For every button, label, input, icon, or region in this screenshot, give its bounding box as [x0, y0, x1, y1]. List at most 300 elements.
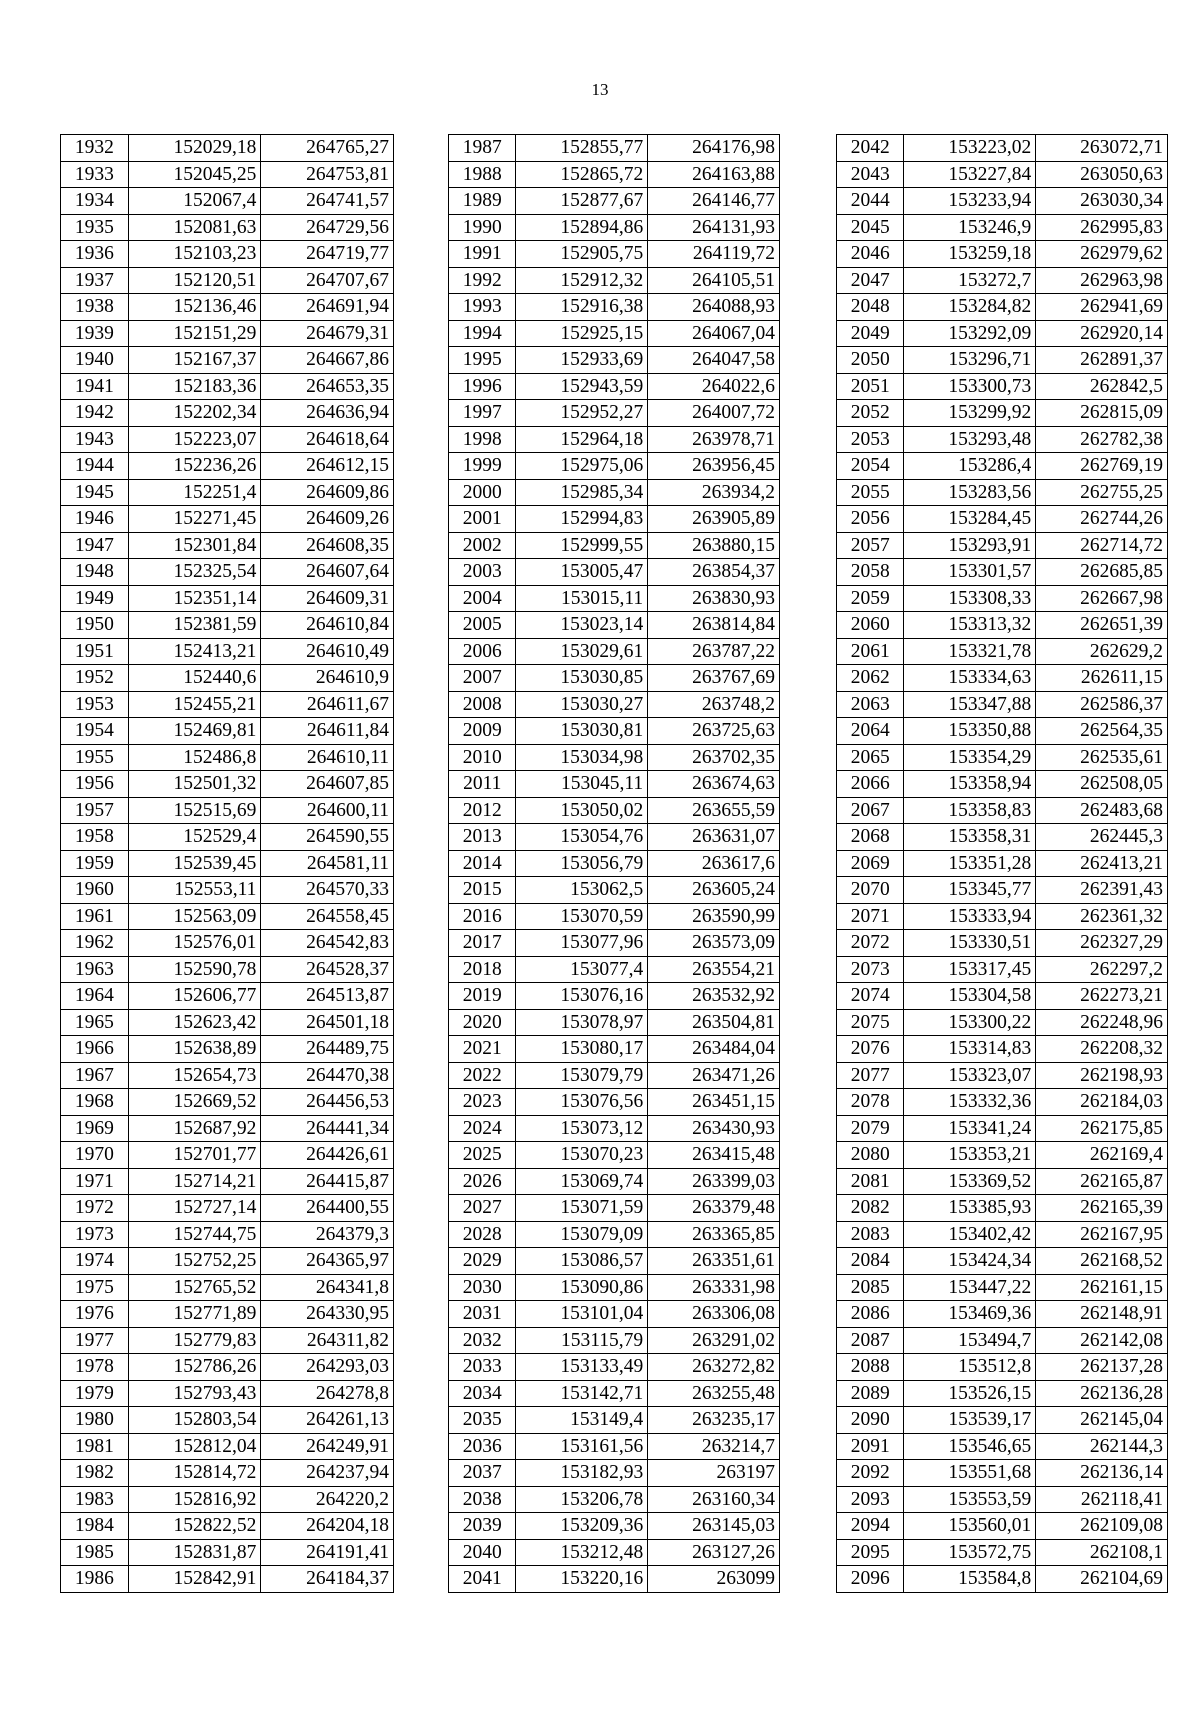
y-coordinate-cell: 264330,95	[261, 1301, 394, 1328]
table-row	[449, 1089, 780, 1116]
table-row	[837, 1486, 1168, 1513]
y-coordinate-cell: 264719,77	[261, 241, 394, 268]
x-coordinate-cell: 152563,09	[128, 903, 261, 930]
table-row	[61, 400, 394, 427]
table-row	[837, 347, 1168, 374]
y-coordinate-cell: 264542,83	[261, 930, 394, 957]
y-coordinate-cell: 263605,24	[648, 877, 780, 904]
point-number-cell: 2000	[449, 479, 516, 506]
x-coordinate-cell: 152623,42	[128, 1009, 261, 1036]
y-coordinate-cell: 264610,84	[261, 612, 394, 639]
table-row	[61, 718, 394, 745]
x-coordinate-cell: 153321,78	[904, 638, 1036, 665]
table-row	[449, 214, 780, 241]
point-number-cell: 2020	[449, 1009, 516, 1036]
y-coordinate-cell: 264293,03	[261, 1354, 394, 1381]
x-coordinate-cell: 153005,47	[516, 559, 648, 586]
table-row	[449, 1248, 780, 1275]
x-coordinate-cell: 153070,59	[516, 903, 648, 930]
y-coordinate-cell: 264653,35	[261, 373, 394, 400]
table-row	[449, 1301, 780, 1328]
x-coordinate-cell: 153385,93	[904, 1195, 1036, 1222]
y-coordinate-cell: 264365,97	[261, 1248, 394, 1275]
point-number-cell: 2064	[837, 718, 904, 745]
point-number-cell: 2062	[837, 665, 904, 692]
x-coordinate-cell: 152822,52	[128, 1513, 261, 1540]
y-coordinate-cell: 262842,5	[1036, 373, 1168, 400]
table-row	[449, 135, 780, 162]
point-number-cell: 2065	[837, 744, 904, 771]
x-coordinate-cell: 153149,4	[516, 1407, 648, 1434]
x-coordinate-cell: 152964,18	[516, 426, 648, 453]
y-coordinate-cell: 264741,57	[261, 188, 394, 215]
table-row	[837, 1407, 1168, 1434]
y-coordinate-cell: 263399,03	[648, 1168, 780, 1195]
y-coordinate-cell: 264237,94	[261, 1460, 394, 1487]
x-coordinate-cell: 153034,98	[516, 744, 648, 771]
table-row	[449, 1460, 780, 1487]
x-coordinate-cell: 152440,6	[128, 665, 261, 692]
y-coordinate-cell: 262769,19	[1036, 453, 1168, 480]
x-coordinate-cell: 153223,02	[904, 135, 1036, 162]
x-coordinate-cell: 152486,8	[128, 744, 261, 771]
table-row	[61, 1168, 394, 1195]
x-coordinate-cell: 152638,89	[128, 1036, 261, 1063]
table-row	[449, 559, 780, 586]
y-coordinate-cell: 264105,51	[648, 267, 780, 294]
y-coordinate-cell: 263306,08	[648, 1301, 780, 1328]
x-coordinate-cell: 152994,83	[516, 506, 648, 533]
x-coordinate-cell: 153512,8	[904, 1354, 1036, 1381]
x-coordinate-cell: 153304,58	[904, 983, 1036, 1010]
point-number-cell: 1990	[449, 214, 516, 241]
x-coordinate-cell: 153551,68	[904, 1460, 1036, 1487]
point-number-cell: 2086	[837, 1301, 904, 1328]
y-coordinate-cell: 264558,45	[261, 903, 394, 930]
y-coordinate-cell: 262564,35	[1036, 718, 1168, 745]
table-row	[61, 294, 394, 321]
table-row	[61, 1036, 394, 1063]
point-number-cell: 1951	[61, 638, 129, 665]
table-row	[61, 1566, 394, 1593]
y-coordinate-cell: 262891,37	[1036, 347, 1168, 374]
point-number-cell: 1955	[61, 744, 129, 771]
table-row	[449, 1433, 780, 1460]
x-coordinate-cell: 152325,54	[128, 559, 261, 586]
x-coordinate-cell: 152744,75	[128, 1221, 261, 1248]
y-coordinate-cell: 264610,49	[261, 638, 394, 665]
y-coordinate-cell: 264489,75	[261, 1036, 394, 1063]
y-coordinate-cell: 264636,94	[261, 400, 394, 427]
point-number-cell: 2043	[837, 161, 904, 188]
x-coordinate-cell: 152999,55	[516, 532, 648, 559]
y-coordinate-cell: 263905,89	[648, 506, 780, 533]
table-row	[837, 241, 1168, 268]
point-number-cell: 2090	[837, 1407, 904, 1434]
y-coordinate-cell: 262685,85	[1036, 559, 1168, 586]
point-number-cell: 2073	[837, 956, 904, 983]
table-row	[837, 1036, 1168, 1063]
point-number-cell: 1991	[449, 241, 516, 268]
table-row	[449, 453, 780, 480]
y-coordinate-cell: 264047,58	[648, 347, 780, 374]
x-coordinate-cell: 153023,14	[516, 612, 648, 639]
table-row	[61, 744, 394, 771]
point-number-cell: 2005	[449, 612, 516, 639]
y-coordinate-cell: 262782,38	[1036, 426, 1168, 453]
table-row	[61, 1513, 394, 1540]
y-coordinate-cell: 264600,11	[261, 797, 394, 824]
y-coordinate-cell: 263814,84	[648, 612, 780, 639]
y-coordinate-cell: 262161,15	[1036, 1274, 1168, 1301]
y-coordinate-cell: 264176,98	[648, 135, 780, 162]
point-number-cell: 2057	[837, 532, 904, 559]
y-coordinate-cell: 262297,2	[1036, 956, 1168, 983]
point-number-cell: 1935	[61, 214, 129, 241]
table-row	[61, 267, 394, 294]
y-coordinate-cell: 262109,08	[1036, 1513, 1168, 1540]
table-row	[837, 532, 1168, 559]
table-row	[61, 1221, 394, 1248]
table-row	[61, 373, 394, 400]
point-number-cell: 1959	[61, 850, 129, 877]
table-row	[61, 1009, 394, 1036]
x-coordinate-cell: 153299,92	[904, 400, 1036, 427]
y-coordinate-cell: 263554,21	[648, 956, 780, 983]
x-coordinate-cell: 152831,87	[128, 1539, 261, 1566]
point-number-cell: 2012	[449, 797, 516, 824]
x-coordinate-cell: 153071,59	[516, 1195, 648, 1222]
point-number-cell: 2092	[837, 1460, 904, 1487]
y-coordinate-cell: 262815,09	[1036, 400, 1168, 427]
y-coordinate-cell: 263655,59	[648, 797, 780, 824]
x-coordinate-cell: 153054,76	[516, 824, 648, 851]
point-number-cell: 2079	[837, 1115, 904, 1142]
y-coordinate-cell: 264426,61	[261, 1142, 394, 1169]
point-number-cell: 2085	[837, 1274, 904, 1301]
point-number-cell: 2019	[449, 983, 516, 1010]
point-number-cell: 1961	[61, 903, 129, 930]
point-number-cell: 2006	[449, 638, 516, 665]
table-row	[61, 930, 394, 957]
point-number-cell: 1982	[61, 1460, 129, 1487]
x-coordinate-cell: 152081,63	[128, 214, 261, 241]
y-coordinate-cell: 263934,2	[648, 479, 780, 506]
point-number-cell: 2033	[449, 1354, 516, 1381]
y-coordinate-cell: 263291,02	[648, 1327, 780, 1354]
x-coordinate-cell: 153546,65	[904, 1433, 1036, 1460]
point-number-cell: 2067	[837, 797, 904, 824]
table-row	[449, 294, 780, 321]
x-coordinate-cell: 152590,78	[128, 956, 261, 983]
table-row	[837, 1142, 1168, 1169]
y-coordinate-cell: 263145,03	[648, 1513, 780, 1540]
table-row	[61, 1142, 394, 1169]
point-number-cell: 1987	[449, 135, 516, 162]
table-row	[449, 426, 780, 453]
x-coordinate-cell: 152855,77	[516, 135, 648, 162]
table-row	[837, 1009, 1168, 1036]
y-coordinate-cell: 263590,99	[648, 903, 780, 930]
x-coordinate-cell: 153539,17	[904, 1407, 1036, 1434]
page-number: 13	[591, 80, 609, 99]
point-number-cell: 1945	[61, 479, 129, 506]
x-coordinate-cell: 152916,38	[516, 294, 648, 321]
x-coordinate-cell: 153526,15	[904, 1380, 1036, 1407]
x-coordinate-cell: 152271,45	[128, 506, 261, 533]
x-coordinate-cell: 153301,57	[904, 559, 1036, 586]
table-row	[837, 1433, 1168, 1460]
table-row	[449, 638, 780, 665]
y-coordinate-cell: 264691,94	[261, 294, 394, 321]
point-number-cell: 1994	[449, 320, 516, 347]
x-coordinate-cell: 152803,54	[128, 1407, 261, 1434]
y-coordinate-cell: 264278,8	[261, 1380, 394, 1407]
point-number-cell: 2044	[837, 188, 904, 215]
y-coordinate-cell: 262327,29	[1036, 930, 1168, 957]
table-row	[837, 850, 1168, 877]
x-coordinate-cell: 152816,92	[128, 1486, 261, 1513]
x-coordinate-cell: 153182,93	[516, 1460, 648, 1487]
point-number-cell: 2036	[449, 1433, 516, 1460]
table-row	[449, 718, 780, 745]
x-coordinate-cell: 153050,02	[516, 797, 648, 824]
point-number-cell: 2095	[837, 1539, 904, 1566]
x-coordinate-cell: 153334,63	[904, 665, 1036, 692]
point-number-cell: 2022	[449, 1062, 516, 1089]
table-row	[61, 1354, 394, 1381]
point-number-cell: 2080	[837, 1142, 904, 1169]
y-coordinate-cell: 263978,71	[648, 426, 780, 453]
table-row	[837, 585, 1168, 612]
table-row	[61, 771, 394, 798]
x-coordinate-cell: 153209,36	[516, 1513, 648, 1540]
x-coordinate-cell: 153212,48	[516, 1539, 648, 1566]
point-number-cell: 2009	[449, 718, 516, 745]
point-number-cell: 1965	[61, 1009, 129, 1036]
y-coordinate-cell: 263504,81	[648, 1009, 780, 1036]
table-row	[61, 638, 394, 665]
y-coordinate-cell: 262361,32	[1036, 903, 1168, 930]
y-coordinate-cell: 264146,77	[648, 188, 780, 215]
table-row	[61, 612, 394, 639]
point-number-cell: 1944	[61, 453, 129, 480]
table-row	[449, 479, 780, 506]
point-number-cell: 2066	[837, 771, 904, 798]
x-coordinate-cell: 153296,71	[904, 347, 1036, 374]
y-coordinate-cell: 264667,86	[261, 347, 394, 374]
y-coordinate-cell: 264590,55	[261, 824, 394, 851]
x-coordinate-cell: 153161,56	[516, 1433, 648, 1460]
table-row	[61, 691, 394, 718]
x-coordinate-cell: 153142,71	[516, 1380, 648, 1407]
x-coordinate-cell: 152067,4	[128, 188, 261, 215]
point-number-cell: 1983	[61, 1486, 129, 1513]
table-row	[837, 453, 1168, 480]
y-coordinate-cell: 264765,27	[261, 135, 394, 162]
table-row	[449, 1142, 780, 1169]
x-coordinate-cell: 152045,25	[128, 161, 261, 188]
y-coordinate-cell: 263050,63	[1036, 161, 1168, 188]
point-number-cell: 1975	[61, 1274, 129, 1301]
point-number-cell: 2039	[449, 1513, 516, 1540]
y-coordinate-cell: 262104,69	[1036, 1566, 1168, 1593]
table-row	[61, 320, 394, 347]
y-coordinate-cell: 263830,93	[648, 585, 780, 612]
y-coordinate-cell: 262445,3	[1036, 824, 1168, 851]
point-number-cell: 1940	[61, 347, 129, 374]
x-coordinate-cell: 152183,36	[128, 373, 261, 400]
x-coordinate-cell: 153030,85	[516, 665, 648, 692]
point-number-cell: 2032	[449, 1327, 516, 1354]
y-coordinate-cell: 262144,3	[1036, 1433, 1168, 1460]
y-coordinate-cell: 262963,98	[1036, 267, 1168, 294]
table-row	[449, 1221, 780, 1248]
table-row	[61, 1327, 394, 1354]
point-number-cell: 2087	[837, 1327, 904, 1354]
table-row	[837, 214, 1168, 241]
y-coordinate-cell: 263702,35	[648, 744, 780, 771]
point-number-cell: 2089	[837, 1380, 904, 1407]
x-coordinate-cell: 153572,75	[904, 1539, 1036, 1566]
x-coordinate-cell: 153350,88	[904, 718, 1036, 745]
point-number-cell: 1932	[61, 135, 129, 162]
point-number-cell: 1936	[61, 241, 129, 268]
y-coordinate-cell: 262167,95	[1036, 1221, 1168, 1248]
table-row	[837, 1062, 1168, 1089]
point-number-cell: 2071	[837, 903, 904, 930]
table-row	[837, 1539, 1168, 1566]
y-coordinate-cell: 264753,81	[261, 161, 394, 188]
x-coordinate-cell: 152351,14	[128, 585, 261, 612]
point-number-cell: 2026	[449, 1168, 516, 1195]
y-coordinate-cell: 264067,04	[648, 320, 780, 347]
x-coordinate-cell: 152553,11	[128, 877, 261, 904]
y-coordinate-cell: 262629,2	[1036, 638, 1168, 665]
y-coordinate-cell: 262413,21	[1036, 850, 1168, 877]
table-row	[449, 850, 780, 877]
table-row	[61, 903, 394, 930]
point-number-cell: 2045	[837, 214, 904, 241]
y-coordinate-cell: 264415,87	[261, 1168, 394, 1195]
x-coordinate-cell: 152103,23	[128, 241, 261, 268]
coordinates-table-2	[448, 134, 780, 1593]
x-coordinate-cell: 153030,81	[516, 718, 648, 745]
x-coordinate-cell: 153206,78	[516, 1486, 648, 1513]
y-coordinate-cell: 264249,91	[261, 1433, 394, 1460]
x-coordinate-cell: 153300,73	[904, 373, 1036, 400]
y-coordinate-cell: 262483,68	[1036, 797, 1168, 824]
y-coordinate-cell: 263787,22	[648, 638, 780, 665]
x-coordinate-cell: 153494,7	[904, 1327, 1036, 1354]
x-coordinate-cell: 152933,69	[516, 347, 648, 374]
point-number-cell: 1976	[61, 1301, 129, 1328]
y-coordinate-cell: 263573,09	[648, 930, 780, 957]
y-coordinate-cell: 263272,82	[648, 1354, 780, 1381]
x-coordinate-cell: 152793,43	[128, 1380, 261, 1407]
table-row	[449, 188, 780, 215]
point-number-cell: 1988	[449, 161, 516, 188]
y-coordinate-cell: 263854,37	[648, 559, 780, 586]
point-number-cell: 2014	[449, 850, 516, 877]
y-coordinate-cell: 263532,92	[648, 983, 780, 1010]
x-coordinate-cell: 153220,16	[516, 1566, 648, 1593]
point-number-cell: 2030	[449, 1274, 516, 1301]
coordinates-table-1	[60, 134, 394, 1593]
point-number-cell: 2088	[837, 1354, 904, 1381]
point-number-cell: 1942	[61, 400, 129, 427]
y-coordinate-cell: 262920,14	[1036, 320, 1168, 347]
point-number-cell: 2010	[449, 744, 516, 771]
point-number-cell: 1986	[61, 1566, 129, 1593]
point-number-cell: 2024	[449, 1115, 516, 1142]
point-number-cell: 2041	[449, 1566, 516, 1593]
x-coordinate-cell: 153080,17	[516, 1036, 648, 1063]
point-number-cell: 2081	[837, 1168, 904, 1195]
point-number-cell: 1943	[61, 426, 129, 453]
y-coordinate-cell: 264456,53	[261, 1089, 394, 1116]
table-row	[61, 426, 394, 453]
point-number-cell: 1946	[61, 506, 129, 533]
table-row	[837, 797, 1168, 824]
point-number-cell: 2082	[837, 1195, 904, 1222]
y-coordinate-cell: 263099	[648, 1566, 780, 1593]
table-row	[449, 665, 780, 692]
table-row	[61, 1486, 394, 1513]
table-row	[837, 1248, 1168, 1275]
point-number-cell: 1981	[61, 1433, 129, 1460]
x-coordinate-cell: 153133,49	[516, 1354, 648, 1381]
point-number-cell: 1949	[61, 585, 129, 612]
point-number-cell: 2016	[449, 903, 516, 930]
table-row	[837, 1354, 1168, 1381]
y-coordinate-cell: 264119,72	[648, 241, 780, 268]
table-row	[61, 1433, 394, 1460]
point-number-cell: 2076	[837, 1036, 904, 1063]
y-coordinate-cell: 263331,98	[648, 1274, 780, 1301]
table-row	[61, 850, 394, 877]
table-row	[449, 877, 780, 904]
table-row	[837, 320, 1168, 347]
table-row	[837, 612, 1168, 639]
table-row	[449, 1009, 780, 1036]
y-coordinate-cell: 262165,39	[1036, 1195, 1168, 1222]
table-row	[837, 956, 1168, 983]
point-number-cell: 2028	[449, 1221, 516, 1248]
table-row	[837, 691, 1168, 718]
x-coordinate-cell: 153070,23	[516, 1142, 648, 1169]
y-coordinate-cell: 262165,87	[1036, 1168, 1168, 1195]
point-number-cell: 1964	[61, 983, 129, 1010]
x-coordinate-cell: 153076,56	[516, 1089, 648, 1116]
x-coordinate-cell: 152905,75	[516, 241, 648, 268]
table-row	[449, 1274, 780, 1301]
x-coordinate-cell: 153030,27	[516, 691, 648, 718]
x-coordinate-cell: 152136,46	[128, 294, 261, 321]
point-number-cell: 1956	[61, 771, 129, 798]
x-coordinate-cell: 153293,91	[904, 532, 1036, 559]
table-row	[837, 1380, 1168, 1407]
y-coordinate-cell: 264501,18	[261, 1009, 394, 1036]
table-row	[837, 559, 1168, 586]
table-row	[449, 267, 780, 294]
table-row	[837, 135, 1168, 162]
y-coordinate-cell: 264261,13	[261, 1407, 394, 1434]
table-row	[61, 1248, 394, 1275]
x-coordinate-cell: 153283,56	[904, 479, 1036, 506]
point-number-cell: 2015	[449, 877, 516, 904]
x-coordinate-cell: 152654,73	[128, 1062, 261, 1089]
